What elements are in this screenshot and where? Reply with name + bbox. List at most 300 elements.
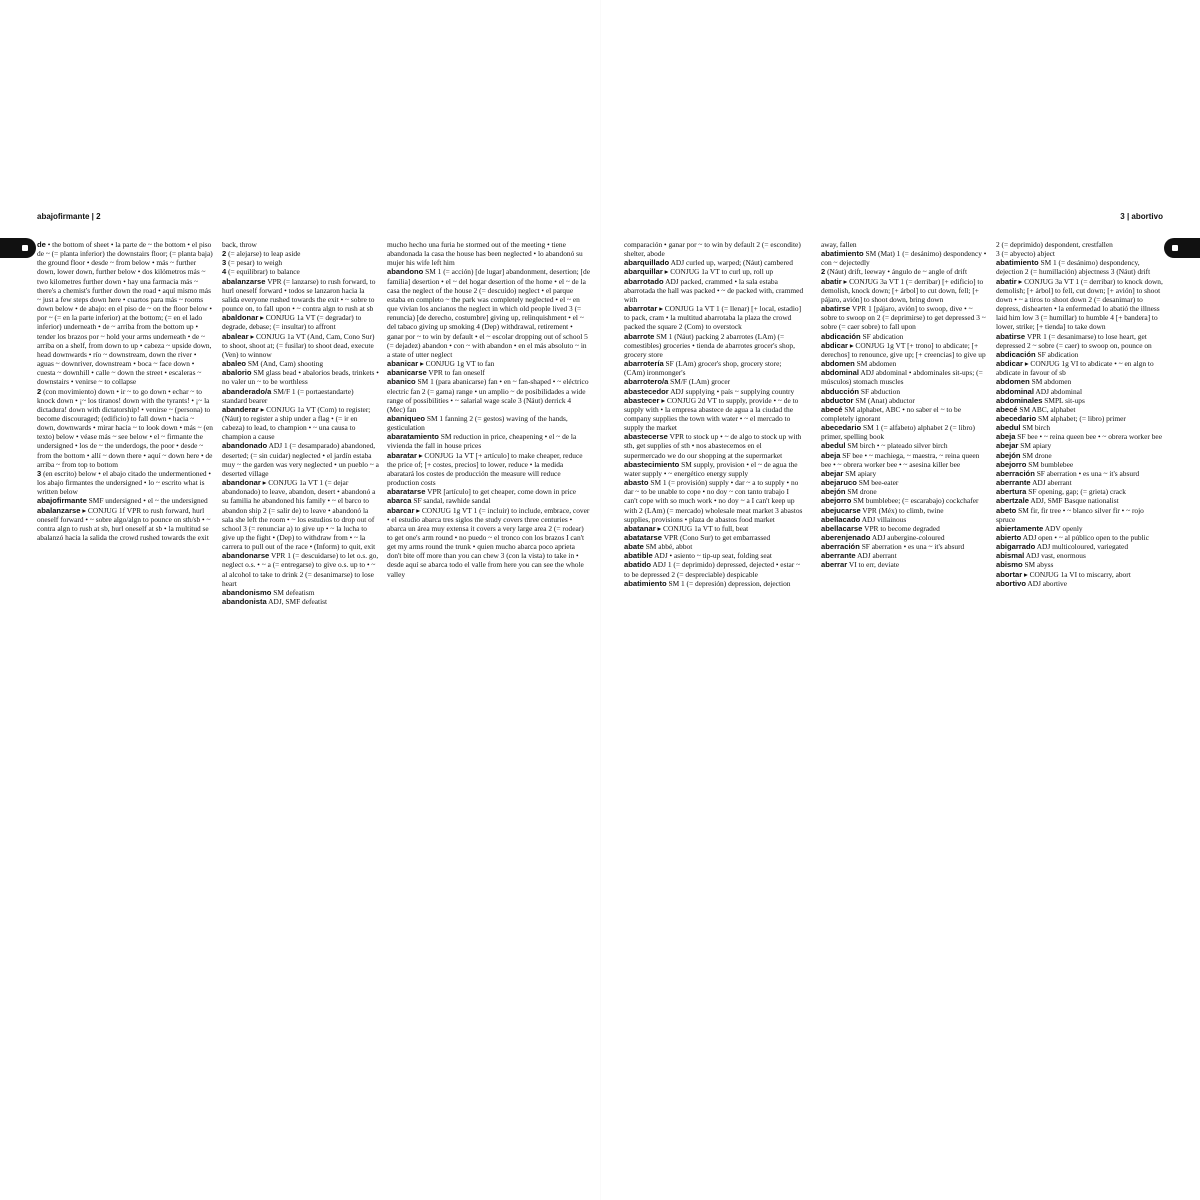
entry-definition: SM bee-eater <box>856 478 899 488</box>
entry-definition: ▸ CONJUG 1f VPR to rush forward, hurl oneself forward • ~ sobre algo/algn to pounce on sth/sb • ~ contra algn to rush at sb, hurl oneself at sb • la multitud se abalanzó hacia la salida the crowd rushed towards the exit <box>37 505 211 542</box>
entry-definition: SM drone <box>1020 450 1052 460</box>
entry-definition: (con movimiento) down • ir ~ to go down • echar ~ to knock down • ¡~ los tiranos! down with the tyrants! • ¡~ la dictadura! down with dictatorship! • venirse ~ (persona) to become discouraged; (edificio) to fall down • hacia ~ down, downwards • mirar hacia ~ to look down • más ~ (en texto) below • véase más ~ see below • el ~ firmante the undersigned • los de ~ the underdogs, the poor • desde ~ from the bottom • allí ~ down there • aquí ~ down here • de arriba ~ from top to bottom <box>37 386 213 469</box>
dictionary-entry <box>821 551 989 560</box>
entry-headword: abandonarse <box>222 551 270 561</box>
dictionary-entry <box>624 277 804 304</box>
entry-headword: abatirse <box>996 331 1026 341</box>
entry-headword: abandonado <box>222 441 268 451</box>
left-page-column-2 <box>222 240 380 980</box>
dictionary-entry <box>821 396 989 405</box>
dictionary-entry <box>624 542 804 551</box>
entry-definition: SF sandal, rawhide sandal <box>411 496 491 506</box>
dictionary-entry <box>624 258 804 267</box>
entry-headword: aberenjenado <box>821 533 871 542</box>
dictionary-entry <box>624 533 804 542</box>
dictionary-entry <box>996 359 1164 377</box>
entry-headword: abaratarse <box>387 487 426 497</box>
entry-definition: SM (And, Cam) shooting <box>246 359 324 369</box>
entry-headword: abarca <box>387 496 412 506</box>
entry-definition: ▸ CONJUG 1a VI to miscarry, abort <box>1022 569 1131 579</box>
entry-definition: 3 (= abyecto) abject <box>996 249 1055 259</box>
entry-definition: SM 1 (para abanicarse) fan • en ~ fan-shaped • ~ eléctrico electric fan 2 (= gama) range • un amplio ~ de posibilidades a wide range of possibilities • ~ salarial wage scale 3 (Náut) derrick 4 (Mec) fan <box>387 377 589 414</box>
entry-headword: de <box>37 240 46 249</box>
entry-headword: abaratamiento <box>387 432 439 442</box>
entry-headword: abdicar <box>821 340 849 350</box>
entry-definition: SM glass bead • abalorios beads, trinkets • no valer un ~ to be worthless <box>222 368 379 387</box>
entry-headword: abarrotado <box>624 276 664 286</box>
tab-marker-icon <box>1172 245 1178 251</box>
dictionary-entry <box>821 451 989 469</box>
entry-headword: abandonismo <box>222 587 272 597</box>
dictionary-entry <box>624 478 804 524</box>
dictionary-entry <box>222 277 380 314</box>
dictionary-entry <box>624 304 804 331</box>
entry-definition: ADJ abdominal • abdominales sit-ups; (= músculos) stomach muscles <box>821 368 983 387</box>
dictionary-entry <box>821 496 989 505</box>
dictionary-entry <box>37 387 214 469</box>
entry-definition: VPR to stock up • ~ de algo to stock up with sth, get supplies of sth • nos abastecemos en el supermercado we do our shopping at the supermarket <box>624 432 802 460</box>
dictionary-entry <box>821 524 989 533</box>
entry-definition: SF (LAm) grocer's shop, grocery store; (CAm) ironmonger's <box>624 359 782 378</box>
dictionary-entry <box>624 240 804 258</box>
dictionary-entry <box>821 267 989 276</box>
entry-headword: abdomen <box>996 377 1030 387</box>
entry-definition: away, fallen <box>821 240 857 249</box>
dictionary-entry <box>821 423 989 441</box>
entry-definition: ADJ abdominal <box>1033 386 1083 396</box>
entry-headword: 2 <box>821 267 826 277</box>
entry-definition: 2 (= deprimido) despondent, crestfallen <box>996 240 1113 249</box>
dictionary-entry <box>996 451 1164 460</box>
dictionary-entry <box>821 405 989 423</box>
entry-definition: ADJ curled up, warped; (Náut) cambered <box>669 258 793 268</box>
entry-headword: abalorio <box>222 368 252 378</box>
entry-definition: SMPL sit-ups <box>1042 395 1085 405</box>
entry-definition: SM apiary <box>843 468 877 478</box>
entry-definition: (Náut) drift, leeway • ángulo de ~ angle of drift <box>825 267 968 277</box>
dictionary-entry <box>996 496 1164 505</box>
left-thumb-index-tab <box>0 238 36 258</box>
dictionary-entry <box>222 267 380 276</box>
dictionary-entry <box>222 405 380 442</box>
entry-definition: ADJ aberrant <box>1030 478 1072 488</box>
dictionary-entry <box>222 368 380 386</box>
entry-headword: abecé <box>821 404 843 414</box>
dictionary-entry <box>996 560 1164 569</box>
entry-headword: abanico <box>387 377 416 387</box>
dictionary-entry <box>996 506 1164 524</box>
entry-headword: abaldonar <box>222 313 259 323</box>
entry-headword: abatir <box>821 276 842 286</box>
entry-headword: abismal <box>996 551 1025 561</box>
entry-definition: mucho hecho una furia he stormed out of the meeting • tiene abandonada la casa the house has been neglected • lo abandonó su mujer his wife left him <box>387 240 583 268</box>
dictionary-entry <box>222 359 380 368</box>
dictionary-entry <box>821 515 989 524</box>
dictionary-entry <box>37 496 214 505</box>
entry-headword: abejón <box>996 450 1021 460</box>
dictionary-entry <box>624 551 804 560</box>
right-thumb-index-tab <box>1164 238 1200 258</box>
dictionary-entry <box>387 368 590 377</box>
entry-headword: 2 <box>222 249 227 259</box>
entry-headword: abejorro <box>996 459 1027 469</box>
dictionary-entry <box>624 432 804 459</box>
entry-headword: abierto <box>996 533 1022 542</box>
entry-headword: abdominal <box>821 368 859 378</box>
entry-headword: 3 <box>37 468 42 478</box>
entry-definition: ADJ multicoloured, variegated <box>1035 542 1129 552</box>
entry-headword: abalanzarse <box>37 505 81 515</box>
entry-definition: ADJ supplying • país ~ supplying country <box>668 386 795 396</box>
entry-definition: SM alphabet, ABC • no saber el ~ to be completely ignorant <box>821 404 962 423</box>
dictionary-entry <box>821 359 989 368</box>
entry-definition: ADJ vast, enormous <box>1024 551 1086 561</box>
entry-definition: ADJ, SMF Basque nationalist <box>1028 496 1119 506</box>
entry-definition: SM 1 (= acción) [de lugar] abandonment, desertion; [de familia] desertion • el ~ del hogar desertion of the home • el ~ de la casa the neglect of the house 2 (= descuido) neglect • el parque estaba en completo ~ the park was completely neglected • el ~ en que vivían los ancianos the neglect in which old people lived 3 (= renuncia) [de derecho, costumbre] giving up, relinquishment • el ~ del tabaco giving up smoking 4 (Dep) withdrawal, retirement • ganar por ~ to win by default • el ~ escolar dropping out of school 5 (= dejadez) abandon • con ~ with abandon • en el más absoluto ~ in a state of utter neglect <box>387 267 590 359</box>
entry-headword: abismo <box>996 560 1023 570</box>
entry-headword: abductor <box>821 395 854 405</box>
entry-definition: ▸ CONJUG 2d VT to supply, provide • ~ de to supply with • la empresa abastece de agua a la ciudad the company supplies the town with water • ~ el mercado to supply the market <box>624 395 799 433</box>
entry-headword: abdicar <box>996 359 1024 369</box>
dictionary-entry <box>821 542 989 551</box>
dictionary-entry <box>624 396 804 433</box>
entry-definition: SM birch <box>1020 423 1051 433</box>
left-page-column-3 <box>387 240 590 952</box>
entry-headword: abarquillado <box>624 258 670 268</box>
entry-definition: ▸ CONJUG 1a VT [+ artículo] to make cheaper, reduce the price of; [+ costes, precios] to lower, reduce • la medida abaratará los costes de producción the measure will reduce production costs <box>387 450 583 488</box>
dictionary-entry <box>996 350 1164 359</box>
dictionary-entry <box>996 405 1164 414</box>
entry-headword: abiertamente <box>996 523 1044 533</box>
entry-definition: ADV openly <box>1043 523 1083 533</box>
entry-headword: abdomen <box>821 359 855 369</box>
left-page-column-1 <box>37 240 214 980</box>
entry-definition: SF bee • ~ machiega, ~ maestra, ~ reina queen bee • ~ obrera worker bee • ~ asesina killer bee <box>821 450 980 469</box>
right-page-column-2 <box>821 240 989 980</box>
dictionary-entry <box>821 368 989 386</box>
tab-marker-icon <box>22 245 28 251</box>
dictionary-entry <box>624 332 804 359</box>
dictionary-entry <box>996 551 1164 560</box>
dictionary-entry <box>387 432 590 450</box>
right-page-column-1 <box>624 240 804 980</box>
entry-definition: VPR (Cono Sur) to get embarrassed <box>662 533 771 542</box>
entry-definition: ▸ CONJUG 1g VT [+ trono] to abdicate; [+ derechos] to renounce, give up; [+ creencias] to give up <box>821 340 986 359</box>
entry-headword: abastecimiento <box>624 459 680 469</box>
entry-definition: ▸ CONJUG 3a VT 1 (= derribar) to knock down, demolish; [+ árbol] to fell, cut down; [+ avión] to shoot down • ~ a tiros to shoot down 2 (= desanimar) to depress, dishearten • la enfermedad lo abatió the illness laid him low 3 (= humillar) to humble 4 [+ bandera] to lower, strike; [+ tienda] to take down <box>996 276 1163 332</box>
dictionary-entry <box>37 469 214 496</box>
entry-definition: SM abbé, abbot <box>643 542 693 552</box>
entry-headword: abatimiento <box>821 249 864 259</box>
dictionary-entry <box>821 277 989 304</box>
dictionary-entry <box>996 240 1164 249</box>
entry-definition: ▸ CONJUG 1a VT (And, Cam, Cono Sur) to shoot, shoot at; (= fusilar) to shoot dead, execute (Ven) to winnow <box>222 331 375 359</box>
dictionary-entry <box>821 387 989 396</box>
dictionary-entry <box>996 414 1164 423</box>
entry-headword: abandono <box>387 267 424 277</box>
entry-headword: abandonar <box>222 478 261 488</box>
entry-headword: abastecedor <box>624 386 669 396</box>
entry-headword: aberración <box>996 468 1035 478</box>
entry-definition: SM 1 (Náut) packing 2 abarrotes (LAm) (= comestibles) groceries • tienda de abarrotes grocer's shop, grocery store <box>624 331 795 359</box>
dictionary-entry <box>37 506 214 543</box>
entry-definition: SF aberration • es una ~ it's absurd <box>859 542 965 552</box>
dictionary-entry <box>624 560 804 578</box>
entry-headword: abdominales <box>996 395 1043 405</box>
entry-headword: abedul <box>821 441 846 451</box>
dictionary-entry <box>996 579 1164 588</box>
dictionary-entry <box>996 423 1164 432</box>
dictionary-entry <box>996 387 1164 396</box>
entry-definition: SF bee • ~ reina queen bee • ~ obrera worker bee <box>1015 432 1162 442</box>
dictionary-entry <box>624 377 804 386</box>
entry-headword: abeto <box>996 505 1017 515</box>
entry-headword: abecé <box>996 404 1018 414</box>
entry-definition: ▸ CONJUG 1a VT to curl up, roll up <box>662 267 774 277</box>
entry-definition: SM apiary <box>1018 441 1052 451</box>
entry-definition: ▸ CONJUG 1a VT (= degradar) to degrade, debase; (= insultar) to affront <box>222 313 362 332</box>
entry-definition: ▸ CONJUG 1g VI to abdicate • ~ en algn to abdicate in favour of sb <box>996 359 1154 378</box>
entry-headword: abdicación <box>996 349 1036 359</box>
entry-headword: abatirse <box>821 304 851 314</box>
entry-headword: aberrar <box>821 560 848 570</box>
entry-definition: ▸ CONJUG 1a VT 1 (= dejar abandonado) to leave, abandon, desert • abandonó a su familia he abandoned his family • ~ el barco to abandon ship 2 (= salir de) to leave • abandonó la sala she left the room • ~ los estudios to drop out of school 3 (= renunciar a) to give up • ~ la lucha to give up the fight • (Dep) to withdraw from • ~ la carrera to pull out of the race • (Inform) to quit, exit <box>222 478 376 552</box>
entry-definition: (= equilibrar) to balance <box>226 267 300 277</box>
entry-definition: VI to err, deviate <box>847 560 900 570</box>
dictionary-entry <box>996 524 1164 533</box>
entry-headword: 4 <box>222 267 227 277</box>
entry-definition: ADJ 1 (= deprimido) depressed, dejected • estar ~ to be depressed 2 (= despreciable) despicable <box>624 560 801 579</box>
dictionary-entry <box>222 387 380 405</box>
entry-headword: abarrotería <box>624 359 664 369</box>
entry-headword: 2 <box>37 386 42 396</box>
entry-definition: VPR to fan oneself <box>426 368 485 378</box>
entry-headword: abatimiento <box>624 578 667 588</box>
dictionary-entry <box>387 240 590 267</box>
entry-headword: abanderar <box>222 404 259 414</box>
dictionary-entry <box>996 332 1164 350</box>
dictionary-entry <box>222 597 380 606</box>
entry-headword: abducción <box>821 386 859 396</box>
dictionary-entry <box>387 487 590 496</box>
entry-headword: abejorro <box>821 496 852 506</box>
entry-definition: ▸ CONJUG 1a VT (Com) to register; (Náut) to register a ship under a flag • (= ir en cabeza) to lead, to champion • ~ una causa to champion a cause <box>222 404 371 442</box>
entry-definition: SM abdomen <box>854 359 897 369</box>
dictionary-entry <box>387 496 590 505</box>
entry-headword: 3 <box>222 258 227 268</box>
entry-definition: VPR [artículo] to get cheaper, come down in price <box>425 487 577 497</box>
dictionary-entry <box>387 506 590 579</box>
entry-headword: abanicarse <box>387 368 427 378</box>
entry-definition: VPR 1 (= descuidarse) to let o.s. go, neglect o.s. • ~ a (= entregarse) to give o.s. up to • ~ al alcohol to take to drink 2 (= desanimarse) to lose heart <box>222 551 379 588</box>
entry-definition: SM/F (LAm) grocer <box>668 377 731 387</box>
entry-headword: abejón <box>821 487 846 497</box>
dictionary-entry <box>996 478 1164 487</box>
entry-headword: abdominal <box>996 386 1034 396</box>
dictionary-entry <box>821 341 989 359</box>
entry-definition: (= pesar) to weigh <box>226 258 283 268</box>
entry-definition: SM alphabet; (= libro) primer <box>1036 413 1126 423</box>
entry-headword: abajofirmante <box>37 496 87 506</box>
entry-definition: SF opening, gap; (= grieta) crack <box>1026 487 1126 497</box>
entry-definition: VPR to become degraded <box>862 523 940 533</box>
entry-definition: VPR 1 (= desanimarse) to lose heart, get depressed 2 ~ sobre (= caer) to swoop on, pounce on <box>996 331 1152 350</box>
dictionary-entry <box>821 304 989 331</box>
entry-definition: SF abdication <box>1035 349 1079 359</box>
entry-definition: SF abdication <box>860 331 904 341</box>
dictionary-entry <box>996 570 1164 579</box>
dictionary-entry <box>624 267 804 276</box>
left-running-head: abajofirmante | 2 <box>37 212 101 221</box>
entry-headword: abanicar <box>387 359 419 369</box>
entry-headword: abellacado <box>821 514 861 524</box>
entry-headword: abdicación <box>821 331 861 341</box>
dictionary-entry <box>996 441 1164 450</box>
dictionary-entry <box>996 460 1164 469</box>
dictionary-entry <box>222 551 380 588</box>
dictionary-entry <box>37 240 214 387</box>
dictionary-entry <box>222 258 380 267</box>
entry-definition: SM bumblebee <box>1026 459 1074 469</box>
entry-definition: ADJ aberrant <box>855 551 897 561</box>
dictionary-entry <box>624 387 804 396</box>
entry-definition: SM fir, fir tree • ~ blanco silver fir • ~ rojo spruce <box>996 505 1144 524</box>
entry-definition: SM 1 (= desánimo) despondency, dejection 2 (= humillación) abjectness 3 (Náut) drift <box>996 258 1151 277</box>
entry-headword: abecedario <box>996 413 1037 423</box>
entry-headword: abarrotero/a <box>624 377 669 387</box>
entry-headword: abejaruco <box>821 478 857 488</box>
entry-definition: ADJ packed, crammed • la sala estaba abarrotada the hall was packed • ~ de packed with, crammed with <box>624 276 804 304</box>
entry-headword: abastecerse <box>624 432 668 442</box>
dictionary-entry <box>996 542 1164 551</box>
entry-definition: SM 1 fanning 2 (= gestos) waving of the hands, gesticulation <box>387 413 568 433</box>
entry-headword: abedul <box>996 423 1021 433</box>
dictionary-entry <box>222 588 380 597</box>
entry-definition: SM (Mat) 1 (= desánimo) despondency • con ~ dejectedly <box>821 249 987 268</box>
entry-definition: SM ABC, alphabet <box>1017 404 1076 414</box>
entry-definition: SM defeatism <box>271 587 315 597</box>
dictionary-entry <box>387 377 590 414</box>
entry-headword: abatanar <box>624 523 656 533</box>
entry-definition: • the bottom of sheet • la parte de ~ the bottom • el piso de ~ (= planta inferior) the downstairs floor; (= planta baja) the ground floor • desde ~ from below • más ~ further down, lower down, further below • dos kilómetros más ~ two kilometres further down • hay una farmacia más ~ there's a chemist's further down the road • aquí mismo más ~ just a few steps down here • cuartos para más ~ rooms down below • de abajo: en el piso de ~ on the floor below • por ~ (= en la parte inferior) at the bottom; (= en el lado inferior) underneath • de ~ arriba from the bottom up • tender los brazos por ~ hold your arms underneath • de ~ arriba on a shelf, from down to up • cabeza ~ upside down, head downwards • río ~ downstream, down the river • aguas ~ downriver, downstream • boca ~ face down • cuesta ~ downhill • calle ~ down the street • escaleras ~ downstairs • venirse ~ to collapse <box>37 240 213 387</box>
dictionary-entry <box>222 478 380 551</box>
entry-definition: SM 1 (= alfabeto) alphabet 2 (= libro) primer, spelling book <box>821 423 975 442</box>
entry-definition: SF abduction <box>858 386 901 396</box>
entry-headword: aberración <box>821 542 860 552</box>
entry-definition: (= alejarse) to leap aside <box>226 249 301 259</box>
entry-definition: SM/F 1 (= portaestandarte) standard bearer <box>222 386 354 405</box>
entry-headword: abalanzarse <box>222 276 266 286</box>
dictionary-entry <box>821 506 989 515</box>
entry-headword: abeja <box>996 432 1016 442</box>
entry-headword: abellacarse <box>821 523 863 533</box>
entry-definition: ▸ CONJUG 3a VT 1 (= derribar) [+ edificio] to demolish, knock down; [+ árbol] to cut down, fell; [+ pájaro, avión] to shoot down, bring down <box>821 276 984 304</box>
entry-headword: abejar <box>996 441 1019 451</box>
entry-headword: abastecer <box>624 395 660 405</box>
entry-headword: abortivo <box>996 578 1026 588</box>
entry-headword: abatatarse <box>624 533 662 542</box>
entry-headword: abatimiento <box>996 258 1039 268</box>
entry-definition: ADJ 1 (= desamparado) abandoned, deserted; (= sin cuidar) neglected • el jardín estaba muy ~ the garden was very neglected • un pueblo ~ a deserted village <box>222 441 379 478</box>
dictionary-entry <box>821 240 989 249</box>
entry-headword: abertura <box>996 487 1027 497</box>
dictionary-entry <box>387 267 590 359</box>
dictionary-entry <box>821 469 989 478</box>
entry-definition: SM birch • ~ plateado silver birch <box>845 441 948 451</box>
entry-headword: abatible <box>624 551 653 561</box>
entry-definition: ▸ CONJUG 1g VT 1 (= incluir) to include, embrace, cover • el estudio abarca tres siglos the study covers three centuries • abarca un área muy extensa it covers a very large area 2 (= rodear) to get one's arm round • no puedo ~ el tronco con los brazos I can't get my arms round the trunk • quien mucho abarca poco aprieta don't bite off more than you can chew 3 (con la vista) to take in • desde aquí se abarca todo el valle from here you can see the whole valley <box>387 505 590 579</box>
entry-definition: SM 1 (= depresión) depression, dejection <box>666 578 791 588</box>
entry-definition: SF aberration • es una ~ it's absurd <box>1034 468 1140 478</box>
entry-definition: VPR (Méx) to climb, twine <box>860 505 944 515</box>
page-gutter <box>600 0 601 1200</box>
entry-definition: SM drone <box>845 487 877 497</box>
entry-headword: abatir <box>996 276 1017 286</box>
entry-headword: abejucarse <box>821 505 861 515</box>
dictionary-entry <box>996 469 1164 478</box>
entry-definition: ADJ • asiento ~ tip-up seat, folding seat <box>652 551 772 561</box>
entry-headword: abejar <box>821 468 844 478</box>
dictionary-entry <box>624 579 804 588</box>
entry-definition: ▸ CONJUG 1a VT to full, beat <box>655 523 749 533</box>
dictionary-entry <box>996 249 1164 258</box>
entry-headword: abasto <box>624 478 649 488</box>
entry-definition: back, throw <box>222 240 257 249</box>
entry-headword: abaratar <box>387 450 417 460</box>
dictionary-entry <box>624 359 804 377</box>
entry-headword: abecedario <box>821 423 862 433</box>
entry-definition: ADJ villainous <box>860 514 907 524</box>
entry-definition: ▸ CONJUG 1a VT 1 (= llenar) [+ local, estadio] to pack, cram • la multitud abarrotaba la plaza the crowd packed the square 2 (Com) to overstock <box>624 304 802 332</box>
entry-definition: ▸ CONJUG 1g VT to fan <box>418 359 495 369</box>
entry-definition: ADJ aubergine-coloured <box>870 533 945 542</box>
entry-definition: ADJ, SMF defeatist <box>266 597 328 607</box>
dictionary-entry <box>996 277 1164 332</box>
dictionary-entry <box>624 524 804 533</box>
entry-headword: abigarrado <box>996 542 1036 552</box>
dictionary-entry <box>222 441 380 478</box>
entry-definition: SM supply, provision • el ~ de agua the water supply • ~ energético energy supply <box>624 459 798 478</box>
dictionary-entry <box>996 533 1164 542</box>
dictionary-entry <box>222 249 380 258</box>
entry-headword: abarquillar <box>624 267 663 277</box>
entry-definition: ADJ abortive <box>1025 578 1068 588</box>
right-running-head: 3 | abortivo <box>1120 212 1163 221</box>
entry-headword: abandonista <box>222 597 267 607</box>
entry-definition: VPR 1 [pájaro, avión] to swoop, dive • ~ sobre to swoop on 2 (= deprimirse) to get depressed 3 ~ sobre (= caer sobre) to fall upon <box>821 304 986 332</box>
dictionary-entry <box>996 258 1164 276</box>
entry-headword: abanderado/a <box>222 386 272 396</box>
entry-definition: SMF undersigned • el ~ the undersigned <box>86 496 208 506</box>
entry-definition: comparación • ganar por ~ to win by default 2 (= escondite) shelter, abode <box>624 240 801 259</box>
dictionary-entry <box>387 414 590 432</box>
entry-headword: aberrante <box>996 478 1031 488</box>
dictionary-entry <box>821 478 989 487</box>
dictionary-entry <box>387 359 590 368</box>
entry-headword: abarrote <box>624 331 655 341</box>
entry-definition: ADJ open • ~ al público open to the public <box>1021 533 1150 542</box>
entry-headword: abatido <box>624 560 652 570</box>
entry-headword: aberrante <box>821 551 856 561</box>
entry-definition: SM abdomen <box>1029 377 1072 387</box>
dictionary-entry <box>222 240 380 249</box>
entry-headword: abaleo <box>222 359 247 369</box>
entry-definition: VPR (= lanzarse) to rush forward, to hurl oneself forward • todos se lanzaron hacia la salida everyone rushed towards the exit • ~ sobre to pounce on, to fall upon • ~ contra algn to rush at sb <box>222 276 376 314</box>
dictionary-entry <box>222 332 380 359</box>
entry-headword: abarrotar <box>624 304 658 314</box>
dictionary-entry <box>821 560 989 569</box>
entry-definition: SM abyss <box>1022 560 1054 570</box>
